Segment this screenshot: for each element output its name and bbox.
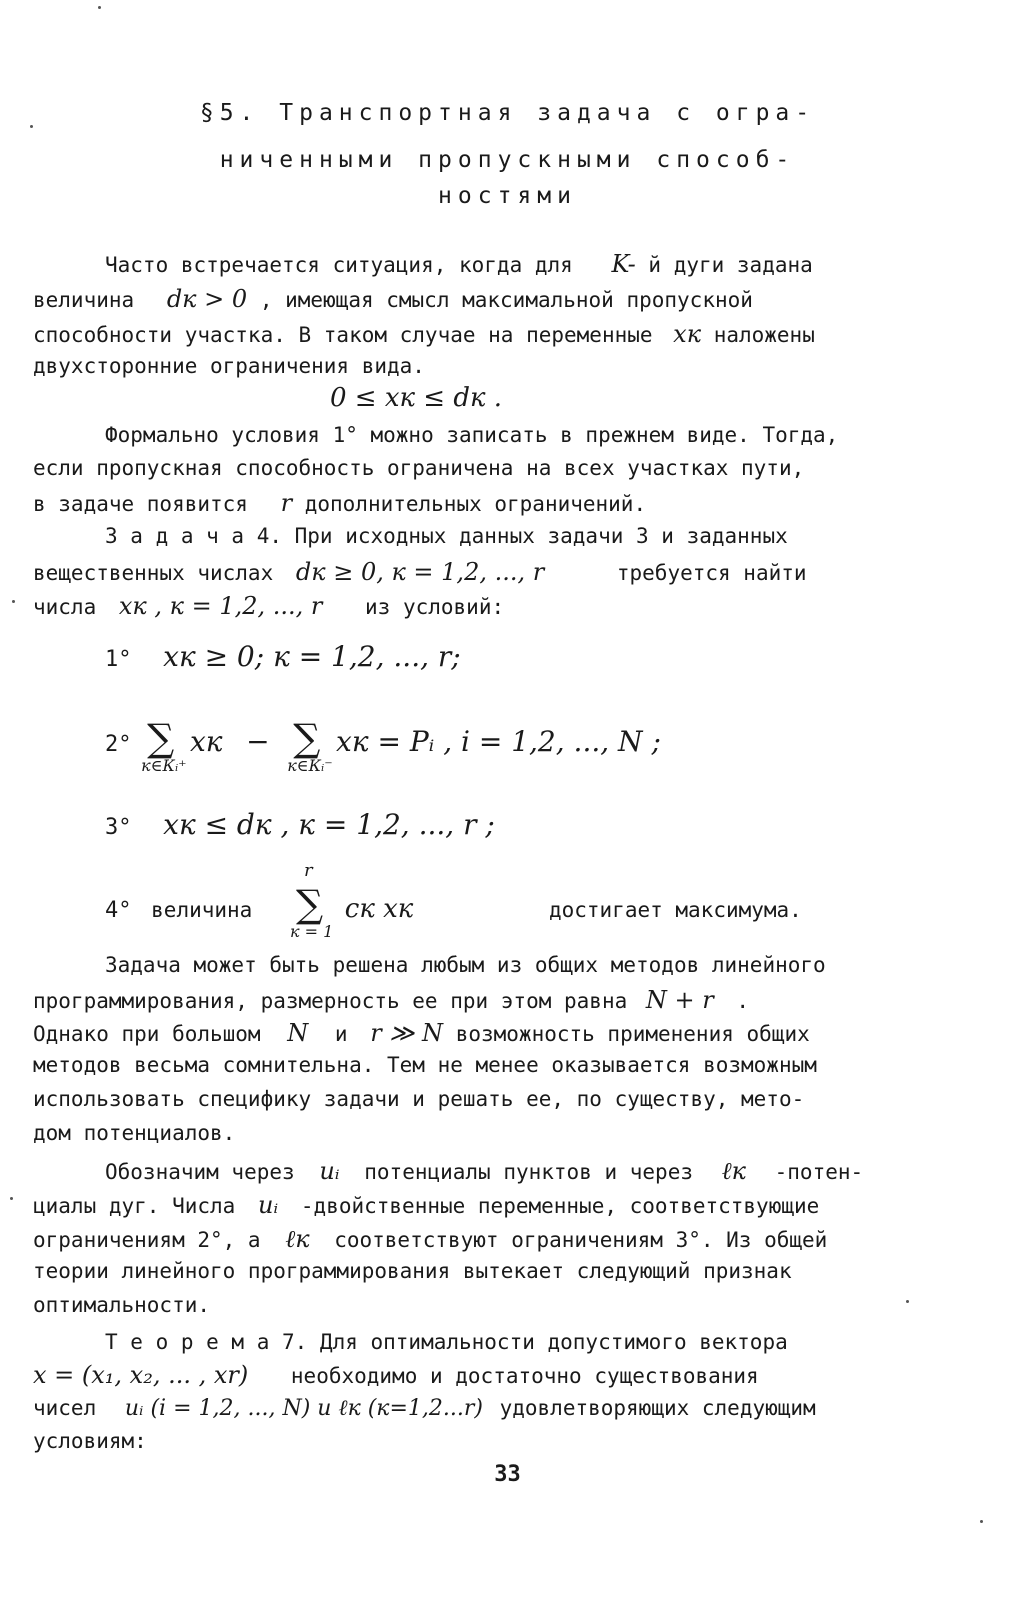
scan-speck bbox=[30, 125, 33, 128]
sum-symbol: ∑ к∈Кᵢ⁺ bbox=[141, 716, 187, 775]
condition-2: 2° ∑ к∈Кᵢ⁺ xк − ∑ к∈Кᵢ⁻ xк = Pᵢ , i = 1,2, ..., N ; bbox=[105, 716, 661, 775]
theorem-line-3: чисел uᵢ (i = 1,2, ..., N) и ℓк (к=1,2...r) удовлетворяющих следующим bbox=[33, 1396, 816, 1421]
para3-line-3: Однако при большом N и r ≫ N возможность применения общих bbox=[33, 1019, 810, 1047]
handwritten-formula: r ≫ N bbox=[370, 1019, 444, 1047]
theorem-line-4: условиям: bbox=[33, 1429, 147, 1453]
scan-speck bbox=[10, 1197, 13, 1200]
para4-line-4: теории линейного программирования вытекает следующий признак bbox=[33, 1259, 792, 1283]
condition-1: 1° xк ≥ 0; к = 1,2, ..., r; bbox=[105, 640, 461, 673]
scan-speck bbox=[906, 1300, 909, 1303]
para1-line-2: величина dк > 0 , имеющая смысл максимальной пропускной bbox=[33, 285, 753, 313]
para2-line-3: в задаче появится r дополнительных ограничений. bbox=[33, 489, 647, 517]
handwritten-formula: ℓк bbox=[721, 1157, 746, 1185]
para3-line-4: методов весьма сомнительна. Тем не менее оказывается возможным bbox=[33, 1053, 817, 1077]
handwritten-formula: dк > 0 bbox=[166, 285, 248, 313]
handwritten-formula: r bbox=[280, 489, 293, 517]
section-heading-line-2: ниченными пропускными способ- bbox=[219, 147, 796, 173]
condition-4: 4° величина r ∑ к = 1 cк xк достигает максимума. bbox=[105, 860, 802, 941]
sum-symbol: r ∑ к = 1 bbox=[289, 860, 334, 941]
task-line-1: З а д а ч а 4. При исходных данных задачи 3 и заданных bbox=[105, 524, 788, 548]
para1-line-4: двухсторонние ограничения вида. bbox=[33, 354, 425, 378]
handwritten-formula: ℓк bbox=[285, 1225, 310, 1253]
scan-speck bbox=[98, 6, 101, 9]
para4-line-1: Обозначим через uᵢ потенциалы пунктов и через ℓк -потен- bbox=[105, 1157, 864, 1185]
para2-line-1: Формально условия 1° можно записать в прежнем виде. Тогда, bbox=[105, 423, 839, 447]
handwritten-formula: K- bbox=[611, 250, 636, 278]
theorem-line-1: Т е о р е м а 7. Для оптимальности допустимого вектора bbox=[105, 1330, 788, 1354]
section-heading-line-1: §5. Транспортная задача с огра- bbox=[199, 100, 816, 126]
scan-speck bbox=[980, 1520, 983, 1523]
handwritten-formula: dк ≥ 0, к = 1,2, ..., r bbox=[295, 558, 545, 586]
para3-line-5: использовать специфику задачи и решать ее, по существу, мето- bbox=[33, 1087, 805, 1111]
section-heading-line-3: ностями bbox=[438, 183, 577, 209]
bounds-formula: 0 ≤ xк ≤ dк . bbox=[330, 383, 503, 413]
page-number: 33 bbox=[494, 1462, 521, 1487]
para3-line-1: Задача может быть решена любым из общих методов линейного bbox=[105, 953, 826, 977]
para4-line-5: оптимальности. bbox=[33, 1293, 211, 1317]
handwritten-formula: xк ≥ 0; к = 1,2, ..., r; bbox=[163, 640, 461, 673]
handwritten-formula: xк bbox=[673, 320, 702, 348]
task-line-2: вещественных числах dк ≥ 0, к = 1,2, ..., r требуется найти bbox=[33, 558, 807, 586]
para4-line-2: циалы дуг. Числа uᵢ -двойственные переменные, соответствующие bbox=[33, 1191, 820, 1219]
condition-3: 3° xк ≤ dк , к = 1,2, ..., r ; bbox=[105, 808, 495, 841]
handwritten-formula: uᵢ bbox=[257, 1191, 279, 1219]
para4-line-3: ограничениям 2°, а ℓк соответствуют ограничениям 3°. Из общей bbox=[33, 1225, 828, 1253]
handwritten-formula: xк ≤ dк , к = 1,2, ..., r ; bbox=[163, 808, 495, 841]
theorem-line-2: x = (x₁, x₂, ... , xr) необходимо и достаточно существования bbox=[33, 1361, 759, 1389]
handwritten-formula: N + r bbox=[645, 986, 714, 1014]
para1-line-3: способности участка. В таком случае на переменные xк наложены bbox=[33, 320, 815, 348]
sum-symbol: ∑ к∈Кᵢ⁻ bbox=[287, 716, 333, 775]
para3-line-2: программирования, размерность ее при этом равна N + r . bbox=[33, 986, 750, 1014]
para1-line-1: Часто встречается ситуация, когда для K- й дуги задана bbox=[105, 250, 813, 278]
task-line-3: числа xк , к = 1,2, ..., r из условий: bbox=[33, 592, 505, 620]
handwritten-formula: xк , к = 1,2, ..., r bbox=[118, 592, 323, 620]
para2-line-2: если пропускная способность ограничена на всех участках пути, bbox=[33, 456, 805, 480]
handwritten-formula: N bbox=[287, 1019, 309, 1047]
para3-line-6: дом потенциалов. bbox=[33, 1121, 236, 1145]
handwritten-formula: uᵢ bbox=[319, 1157, 340, 1185]
handwritten-formula: x = (x₁, x₂, ... , xr) bbox=[33, 1361, 249, 1389]
handwritten-formula: uᵢ (i = 1,2, ..., N) и ℓк (к=1,2...r) bbox=[124, 1396, 483, 1421]
scan-speck bbox=[12, 600, 15, 603]
